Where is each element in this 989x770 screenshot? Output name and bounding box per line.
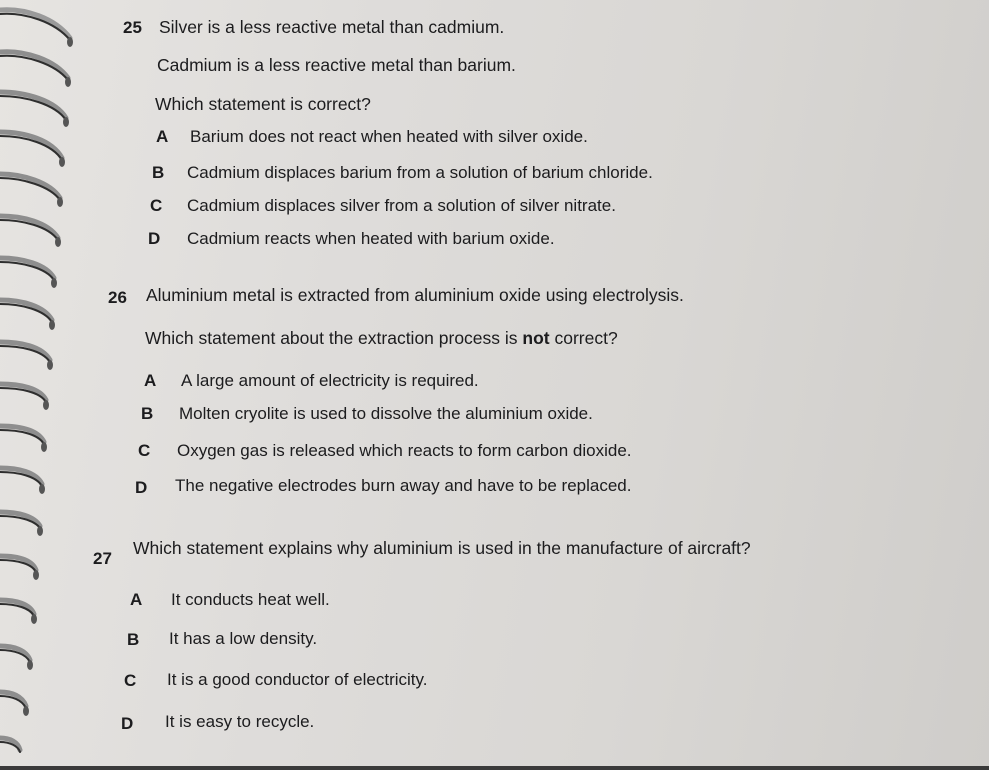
option-a-text: Barium does not react when heated with silver oxide. <box>190 127 588 146</box>
option-letter-a: A <box>130 590 143 609</box>
option-c-text: It is a good conductor of electricity. <box>167 670 428 689</box>
question-number: 25 <box>123 18 142 37</box>
option-letter-d: D <box>121 714 134 733</box>
option-d-text: Cadmium reacts when heated with barium oxide. <box>187 229 555 248</box>
option-letter-b: B <box>127 630 140 649</box>
option-letter-d: D <box>135 478 148 497</box>
option-b-text: Cadmium displaces barium from a solution of barium chloride. <box>187 163 653 182</box>
option-letter-c: C <box>138 441 151 460</box>
option-b-text: It has a low density. <box>169 629 318 648</box>
option-c-text: Oxygen gas is released which reacts to form carbon dioxide. <box>177 441 632 460</box>
option-b-text: Molten cryolite is used to dissolve the aluminium oxide. <box>179 404 593 423</box>
question-number: 27 <box>93 549 112 568</box>
option-letter-d: D <box>148 229 161 248</box>
option-d-text: The negative electrodes burn away and have to be replaced. <box>175 476 632 495</box>
option-a-text: It conducts heat well. <box>171 590 330 609</box>
option-letter-c: C <box>124 671 137 690</box>
option-d-text: It is easy to recycle. <box>165 712 315 731</box>
option-letter-b: B <box>152 163 165 182</box>
option-letter-c: C <box>150 196 163 215</box>
page-bottom-edge <box>0 766 989 770</box>
question-prompt <box>145 330 618 348</box>
option-c-text: Cadmium displaces silver from a solution of silver nitrate. <box>187 196 616 215</box>
option-a-text: A large amount of electricity is required. <box>181 371 479 390</box>
question-stem-line: Cadmium is a less reactive metal than barium. <box>157 55 516 75</box>
prompt-text-after: correct? <box>549 328 618 348</box>
question-stem-line: Aluminium metal is extracted from aluminium oxide using electrolysis. <box>146 285 684 305</box>
prompt-emphasis-not: not <box>522 328 550 348</box>
option-letter-a: A <box>156 127 169 146</box>
option-letter-b: B <box>141 404 154 423</box>
question-number: 26 <box>108 288 127 307</box>
spiral-binding <box>0 0 80 770</box>
question-stem-line: Silver is a less reactive metal than cadmium. <box>159 17 505 37</box>
option-letter-a: A <box>144 371 157 390</box>
question-prompt: Which statement is correct? <box>155 94 371 114</box>
prompt-text-before: Which statement about the extraction process is <box>145 328 523 348</box>
question-stem-line: Which statement explains why aluminium is used in the manufacture of aircraft? <box>133 538 751 558</box>
